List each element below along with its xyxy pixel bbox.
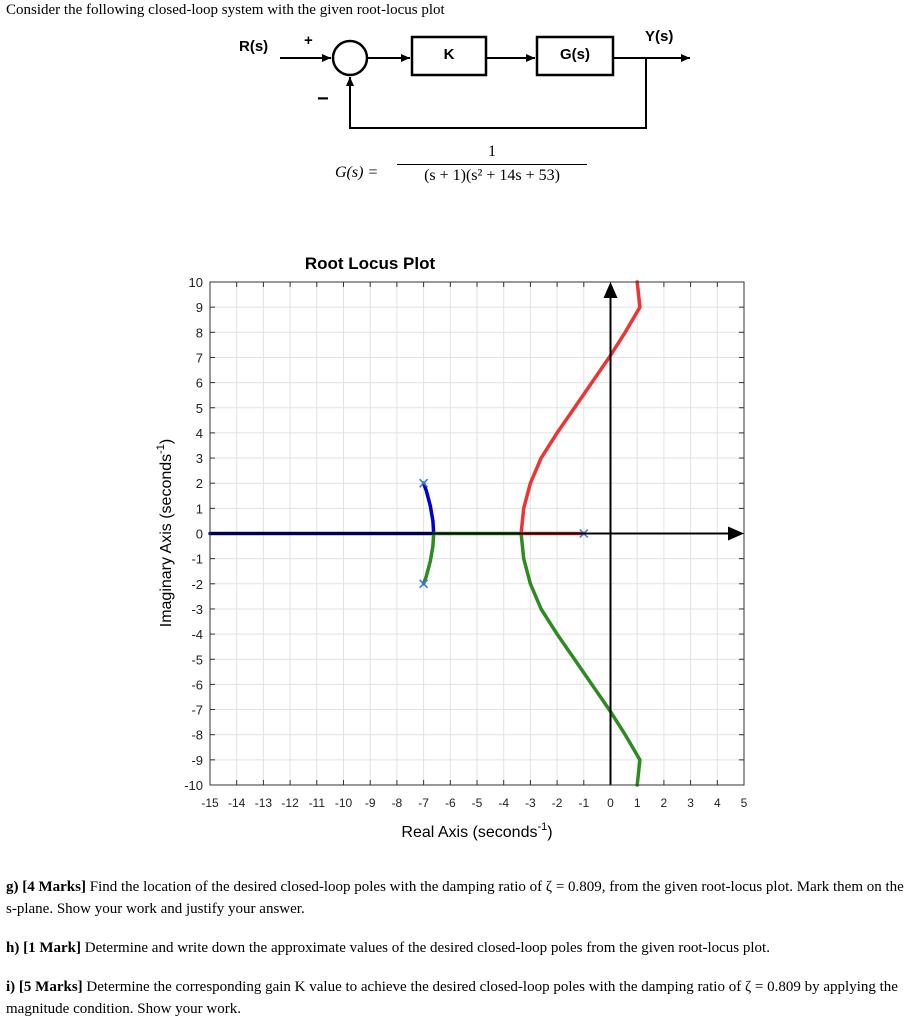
y-axis-label [155,439,175,628]
x-tick-label: -8 [391,796,403,810]
x-tick-label: 2 [660,796,668,810]
y-tick-label: -9 [191,752,203,768]
x-tick-labels [201,796,747,810]
x-tick-label: -4 [498,796,510,810]
y-tick-label: -5 [191,652,203,668]
y-tick-label: 4 [195,425,203,441]
y-tick-label: 8 [195,325,203,341]
y-tick-label: 6 [195,375,203,391]
output-label: Y(s) [645,28,674,45]
x-tick-label: 1 [633,796,641,810]
plus-sign: + [304,32,313,49]
x-axis-label-close: ) [547,824,553,841]
plant-label: G(s) [560,46,590,63]
y-tick-label: -7 [191,702,203,718]
y-tick-label: 5 [195,400,203,416]
x-tick-label: -9 [364,796,376,810]
x-tick-label: -15 [201,796,219,810]
y-tick-label: -2 [191,576,203,592]
y-axis-label-exponent: -1 [155,444,167,454]
x-tick-label: -2 [551,796,563,810]
x-tick-label: -12 [281,796,299,810]
intro-text: Consider the following closed-loop system with the given root-locus plot [6,2,445,18]
question-h [6,937,911,959]
minus-sign: − [317,88,329,110]
x-tick-label: 5 [740,796,748,810]
y-tick-label: -6 [191,677,203,693]
x-tick-label: -6 [444,796,456,810]
question-h-label: h) [1 Mark] [6,940,81,956]
y-axis-label-text: Imaginary Axis (seconds [158,453,175,628]
y-tick-label: 7 [195,350,203,366]
input-label: R(s) [239,38,269,55]
summing-junction [333,41,367,75]
real-axis-arrowhead [728,527,744,541]
y-tick-label: 2 [195,476,203,492]
tf-denominator: (s + 1)(s² + 14s + 53) [424,167,560,184]
x-tick-label: -14 [228,796,246,810]
y-tick-label: 3 [195,451,203,467]
question-g [6,876,911,920]
x-tick-label: -1 [578,796,590,810]
controller-label: K [443,46,455,63]
y-axis-label-close: ) [158,438,175,445]
tf-numerator: 1 [488,143,496,160]
y-tick-label: 1 [195,501,203,517]
y-tick-label: -8 [191,727,203,743]
x-tick-label: -7 [418,796,429,810]
question-h-text: Determine and write down the approximate values of the desired closed-loop poles from the given root-locus plot. [84,940,770,956]
y-tick-label: 10 [188,275,203,290]
x-tick-label: -11 [308,796,326,810]
chart-title: Root Locus Plot [304,254,436,273]
x-tick-label: -5 [471,796,483,810]
y-tick-label: -1 [191,551,203,567]
y-tick-label: -4 [191,627,203,643]
tf-lhs: G(s) = [335,164,379,181]
imaginary-axis-arrowhead [604,282,618,298]
y-tick-label: -10 [184,778,203,793]
x-tick-label: 0 [607,796,614,810]
root-locus-chart [0,240,915,850]
x-tick-label: -13 [254,796,273,810]
question-g-text: Find the location of the desired closed-loop poles with the damping ratio of ζ = 0.809, from the given root-locus plot. Mark them on the s-plane. Show your work and justify your answer. [6,879,904,917]
x-tick-label: -3 [525,796,536,810]
y-tick-label: -3 [191,601,203,617]
x-tick-label: 4 [713,796,721,810]
y-tick-labels [184,275,203,793]
x-tick-label: 3 [687,796,694,810]
block-diagram [0,0,915,140]
question-i-label: i) [5 Marks] [6,979,83,995]
question-i [6,976,911,1020]
x-axis-label-text: Real Axis (seconds [401,824,538,841]
y-tick-label: 9 [195,300,203,316]
y-tick-label: 0 [195,526,203,542]
question-i-text: Determine the corresponding gain K value to achieve the desired closed-loop poles with the damping ratio of ζ = 0.809 by applying the magnitude condition. Show your work. [6,979,898,1017]
x-axis-label [401,821,552,841]
x-axis-label-exponent: -1 [537,821,548,833]
tf-fraction [397,140,587,187]
x-tick-label: -10 [334,796,353,810]
question-g-label: g) [4 Marks] [6,879,86,895]
